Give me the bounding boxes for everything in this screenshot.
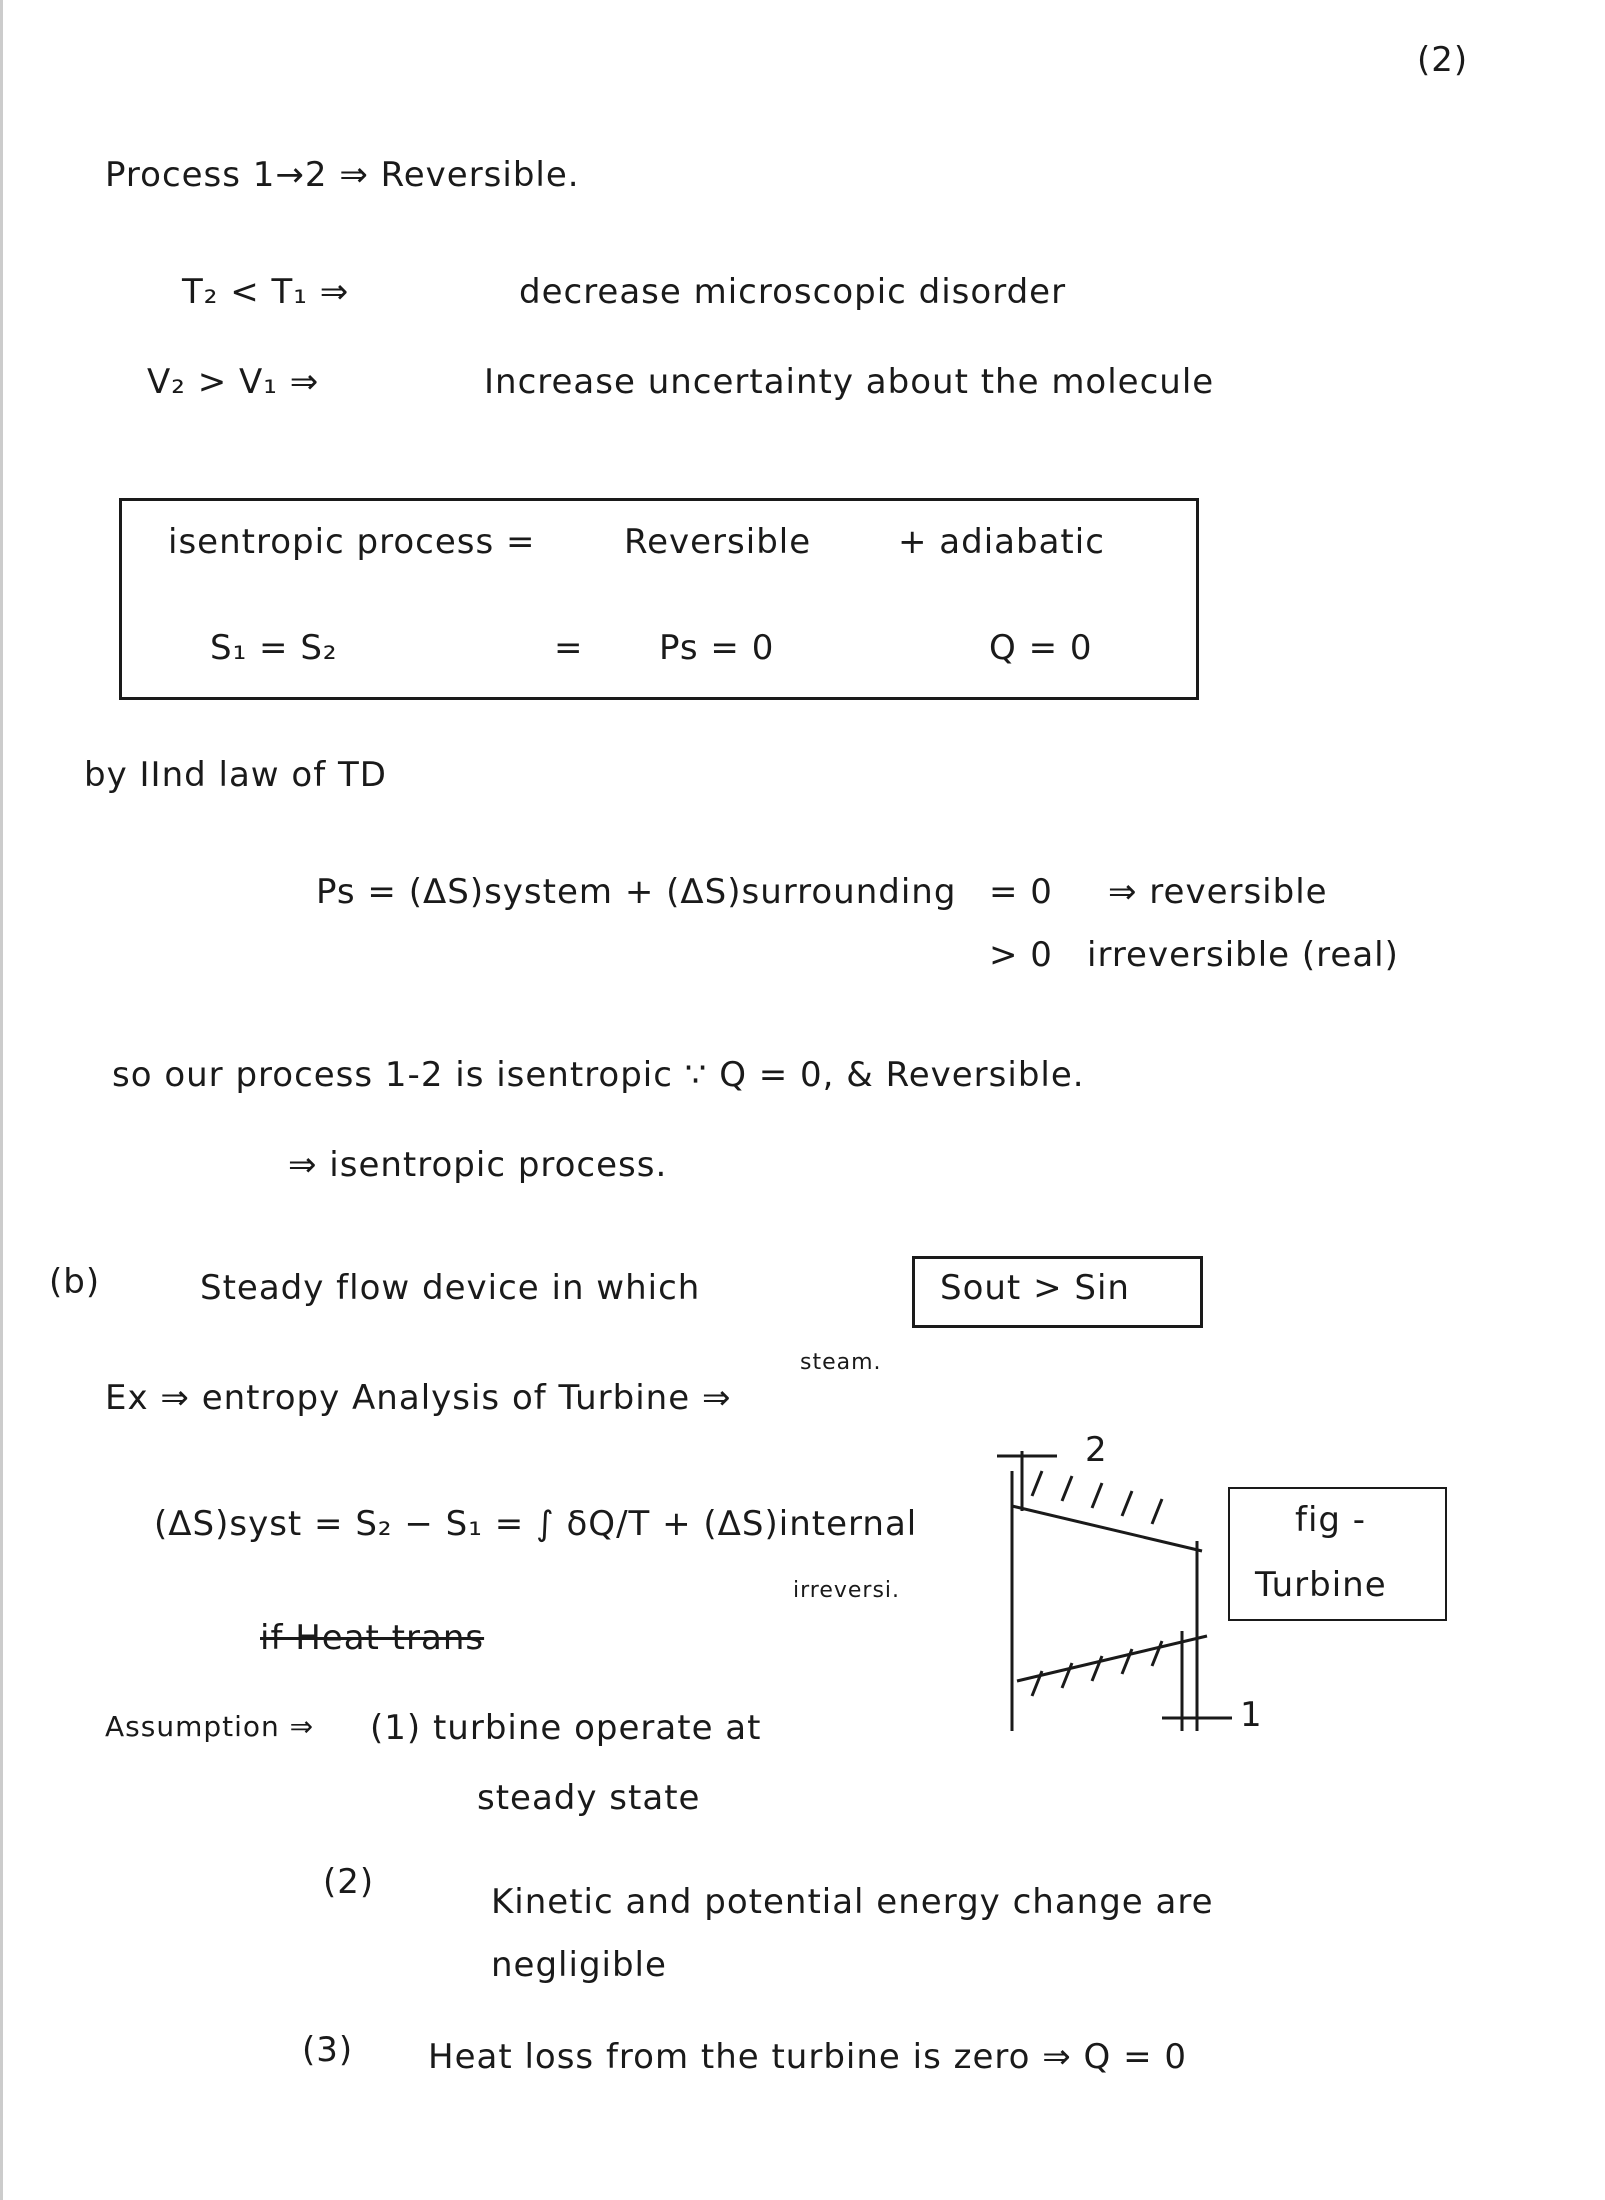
assumption-3-num: (3): [302, 2030, 354, 2070]
fig-caption-1: fig -: [1295, 1500, 1367, 1540]
irreversible-result: irreversible (real): [1087, 935, 1399, 975]
so-line: so our process 1-2 is isentropic ∵ Q = 0, & Reversible.: [112, 1055, 1085, 1095]
ps-zero: Ps = 0: [659, 628, 775, 668]
assumption-label: Assumption ⇒: [105, 1710, 315, 1743]
adiabatic-label: + adiabatic: [898, 522, 1105, 562]
ps-equation: Ps = (ΔS)system + (ΔS)surrounding: [316, 872, 957, 912]
reversible-result: ⇒ reversible: [1108, 872, 1328, 912]
state-1-label: 1: [1240, 1695, 1263, 1735]
part-b-label: (b): [49, 1262, 101, 1302]
eq-zero: = 0: [989, 872, 1053, 912]
state-2-label: 2: [1085, 1430, 1108, 1470]
steam-note: steam.: [800, 1350, 882, 1375]
s-equal: S₁ = S₂: [210, 628, 338, 668]
reversible-label: Reversible: [624, 522, 812, 562]
irrev-note: irreversi.: [793, 1578, 901, 1603]
assumption-3: Heat loss from the turbine is zero ⇒ Q = 0: [428, 2037, 1188, 2077]
assumption-2-num: (2): [323, 1862, 375, 1902]
fig-caption-2: Turbine: [1255, 1565, 1387, 1605]
temp-effect: decrease microscopic disorder: [519, 272, 1067, 312]
implies-line: ⇒ isentropic process.: [288, 1145, 668, 1185]
q-zero: Q = 0: [989, 628, 1093, 668]
assumption-1: (1) turbine operate at: [370, 1708, 762, 1748]
page-edge: [0, 0, 3, 2200]
struck-text: if Heat trans: [260, 1618, 485, 1658]
vol-condition: V₂ > V₁ ⇒: [147, 362, 320, 402]
temp-condition: T₂ < T₁ ⇒: [182, 272, 350, 312]
second-law-line: by IInd law of TD: [84, 755, 387, 795]
assumption-1-cont: steady state: [477, 1778, 701, 1818]
entropy-equation: (ΔS)syst = S₂ − S₁ = ∫ δQ/T + (ΔS)internal: [154, 1504, 918, 1544]
equals-sign: =: [554, 628, 584, 668]
page-number: (2): [1417, 40, 1469, 80]
vol-effect: Increase uncertainty about the molecule: [484, 362, 1215, 402]
gt-zero: > 0: [989, 935, 1053, 975]
assumption-2-cont: negligible: [491, 1945, 667, 1985]
part-b-text: Steady flow device in which: [200, 1268, 701, 1308]
sout-sin: Sout > Sin: [940, 1268, 1130, 1308]
isentropic-label: isentropic process =: [168, 522, 536, 562]
example-line: Ex ⇒ entropy Analysis of Turbine ⇒: [105, 1378, 732, 1418]
assumption-2: Kinetic and potential energy change are: [491, 1882, 1214, 1922]
process-line: Process 1→2 ⇒ Reversible.: [105, 155, 580, 195]
